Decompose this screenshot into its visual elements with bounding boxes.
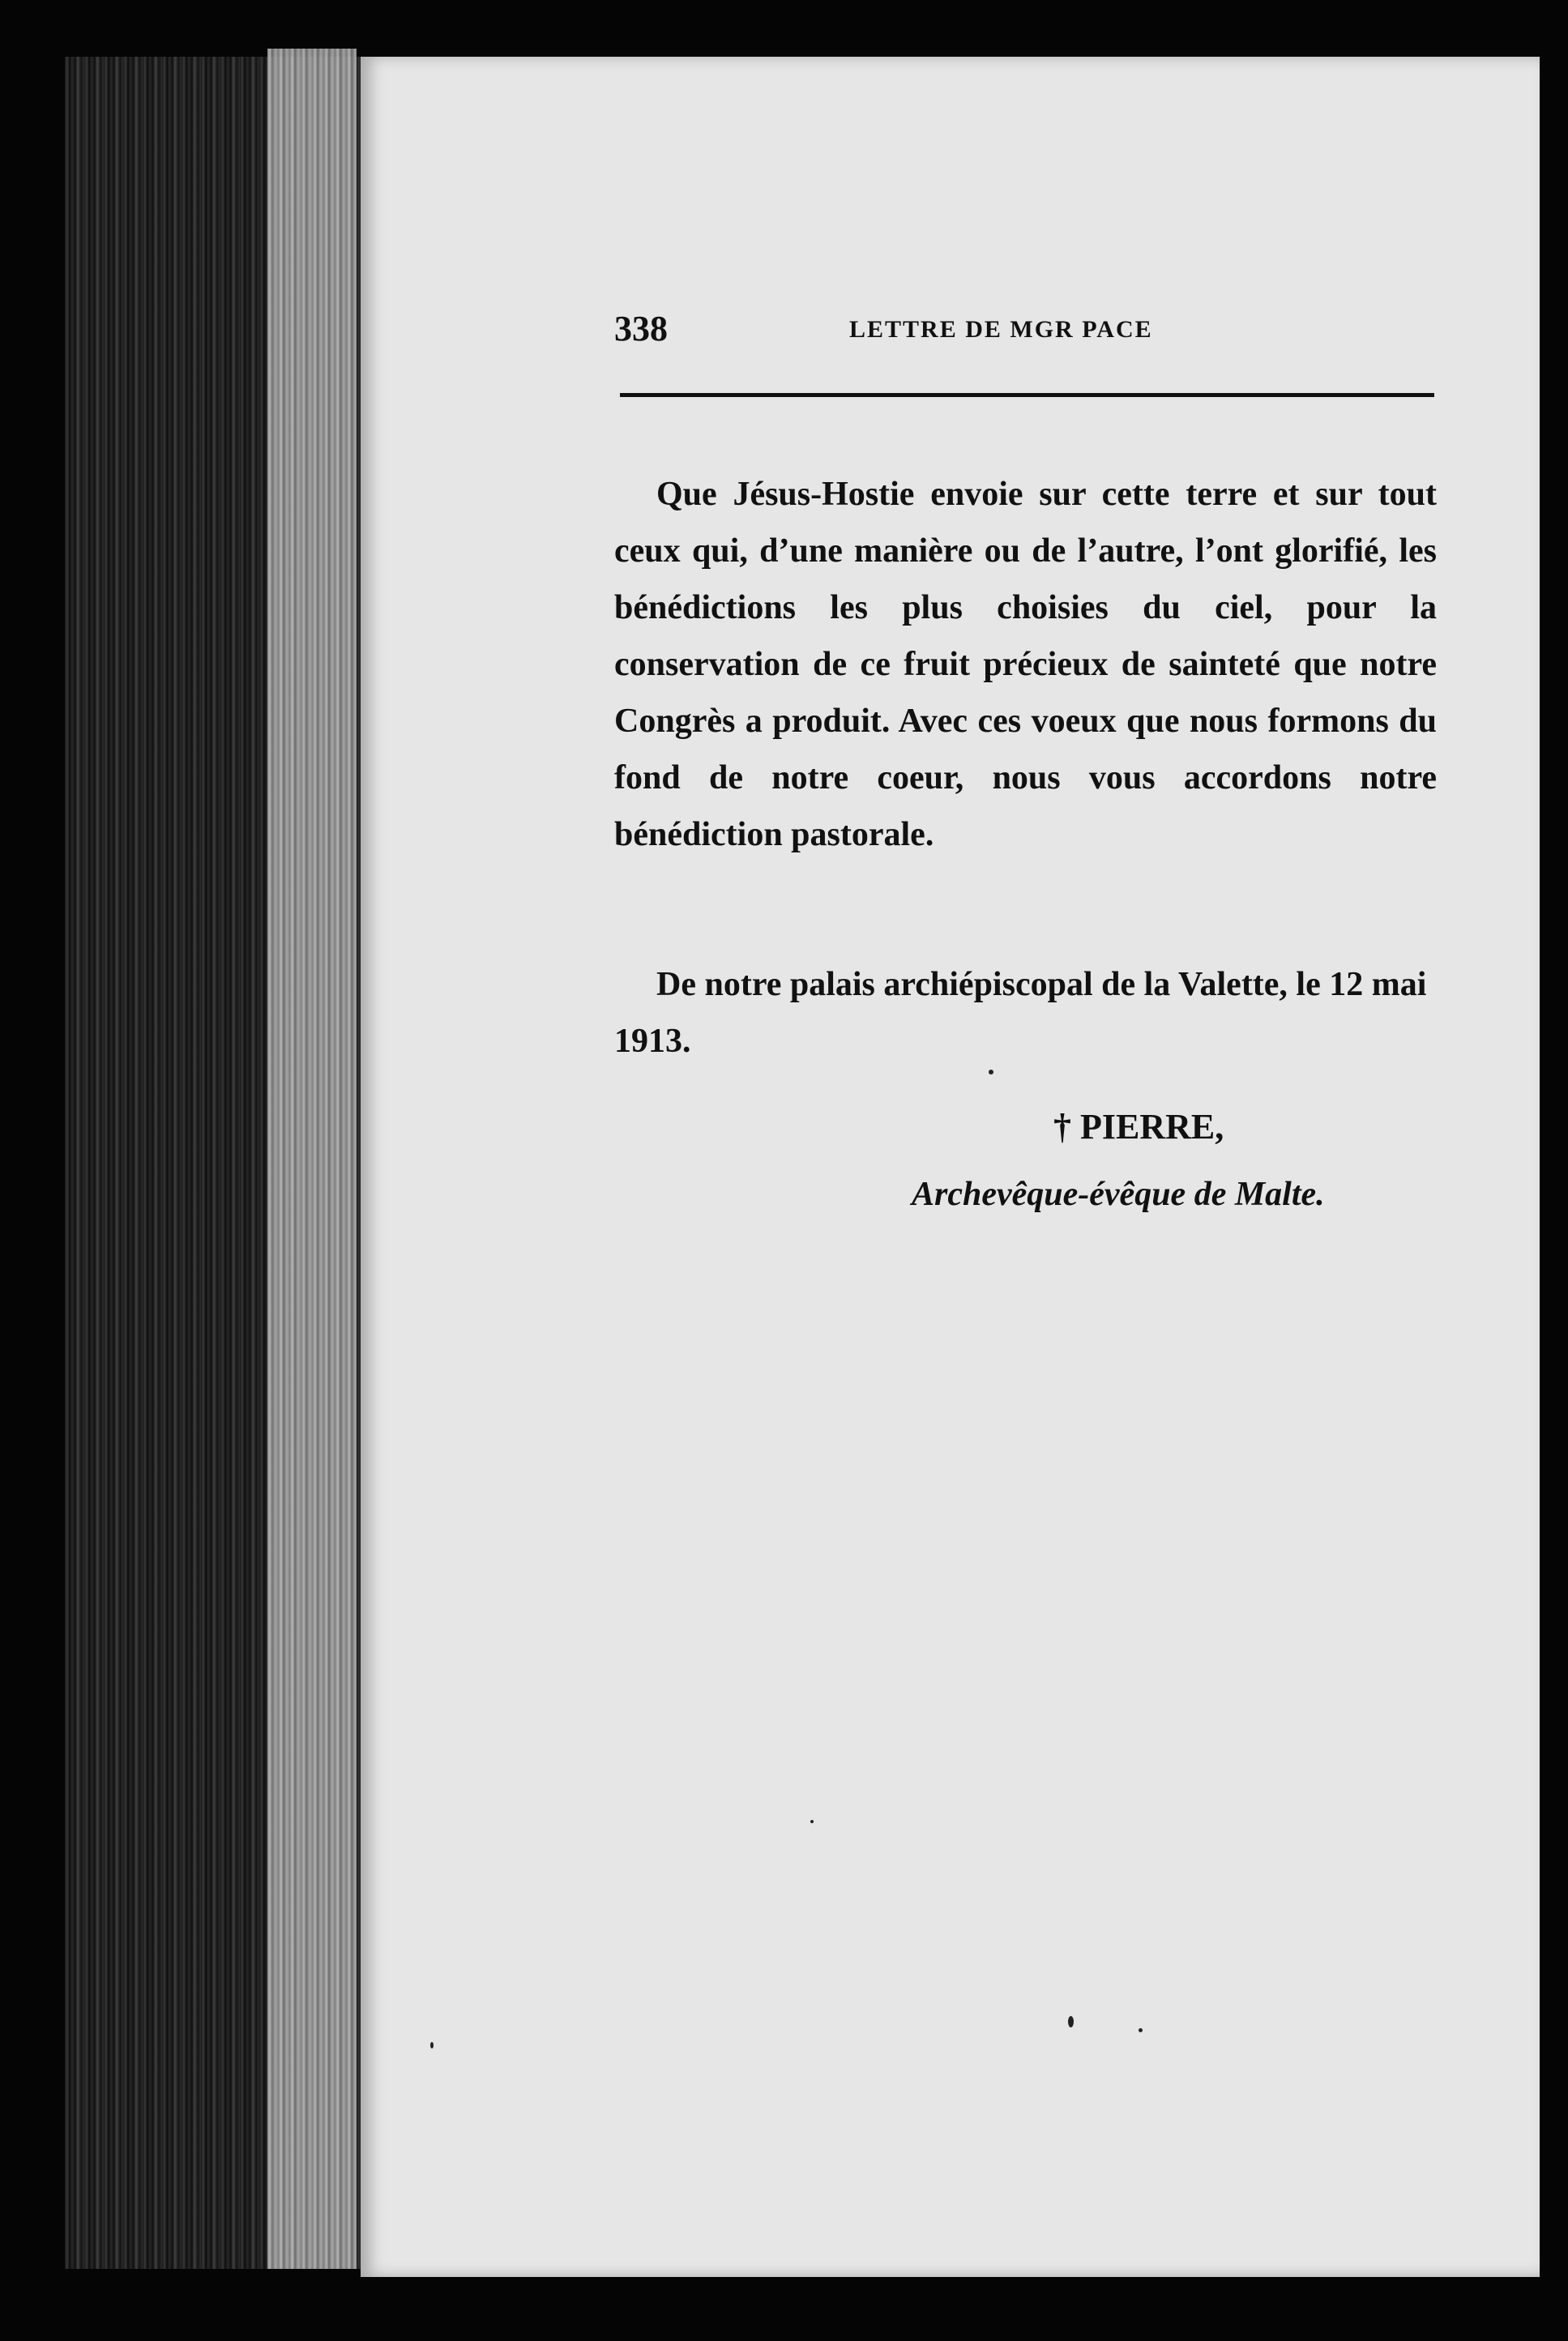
running-title: LETTRE DE MGR PACE	[849, 316, 1153, 343]
place-date: De notre palais archiépiscopal de la Valette, le 12 mai 1913.	[614, 966, 1427, 1060]
header-rule	[620, 393, 1434, 397]
body-paragraph: Que Jésus-Hostie envoie sur cette terre et sur tout ceux qui, d’une manière ou de l’autre, l’ont glorifié, les bénédictions les plus choisies du ciel, pour la conservation de ce fruit précieux de sainteté que notre Congrès a produit. Avec ces voeux que nous formons du fond de notre coeur, nous vous accordons notre bénédiction pastorale.	[614, 476, 1437, 853]
book-page	[361, 57, 1540, 2277]
page-number: 338	[614, 309, 668, 348]
signature-name: † PIERRE,	[1053, 1107, 1224, 1147]
page-header	[614, 308, 1441, 365]
print-speck	[810, 1820, 814, 1823]
signature-title: Archevêque-évêque de Malte.	[912, 1176, 1325, 1213]
page-edges	[267, 49, 357, 2269]
print-speck	[1068, 2016, 1074, 2027]
print-speck	[1139, 2028, 1143, 2032]
print-speck	[430, 2042, 434, 2048]
print-speck	[989, 1070, 993, 1074]
